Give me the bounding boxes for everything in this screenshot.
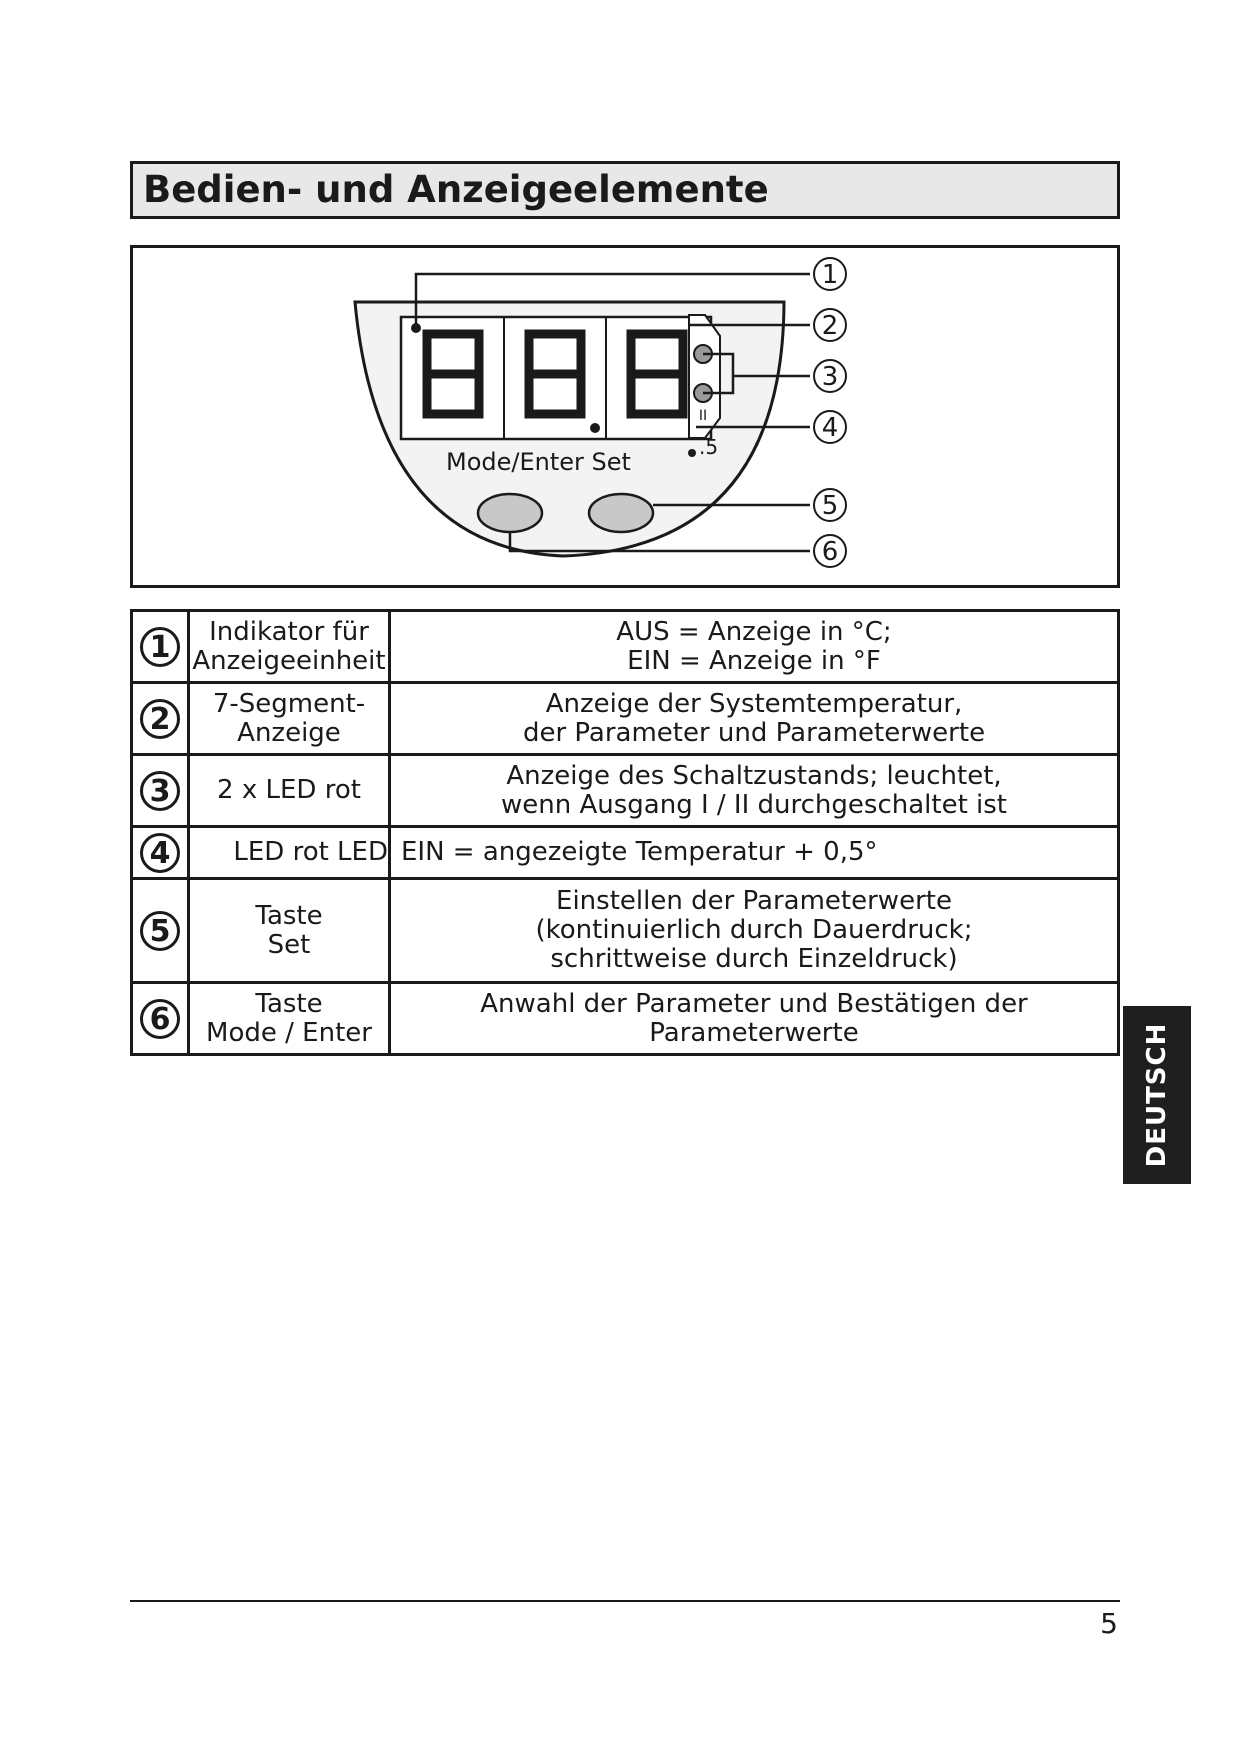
row-number: 1 [140, 627, 180, 667]
callout-2: 2 [821, 311, 839, 341]
callout-6: 6 [821, 537, 839, 567]
device-diagram [130, 245, 1120, 588]
button-caption: Mode/Enter Set [446, 448, 631, 476]
page-number: 5 [1100, 1607, 1118, 1640]
callout-3: 3 [821, 362, 839, 392]
legend-table [130, 609, 1120, 1056]
row-number: 5 [140, 911, 180, 951]
row-label: Indikator für Anzeigeeinheit [189, 611, 390, 683]
row-description: AUS = Anzeige in °C; EIN = Anzeige in °F [390, 611, 1119, 683]
decimal-point [590, 423, 600, 433]
row-label: Taste Mode / Enter [189, 983, 390, 1055]
row-description: Anwahl der Parameter und Bestätigen der Parameterwerte [390, 983, 1119, 1055]
mode-enter-button [478, 494, 542, 532]
table-row [132, 683, 1119, 755]
row-label: 2 x LED rot [189, 755, 390, 827]
row-label: 7-Segment- Anzeige [189, 683, 390, 755]
table-row [132, 879, 1119, 983]
callout-4: 4 [821, 413, 839, 443]
callout-5: 5 [821, 491, 839, 521]
table-row [132, 611, 1119, 683]
decimal-caption: .5 [699, 435, 719, 459]
language-tab [1123, 1006, 1191, 1184]
section-heading: Bedien- und Anzeigeelemente [130, 161, 1120, 219]
footer-divider [130, 1600, 1120, 1602]
row-number: 3 [140, 771, 180, 811]
row-number: 6 [140, 999, 180, 1039]
row-number: 4 [140, 833, 180, 873]
row-number-cell [132, 879, 189, 983]
row-description: Einstellen der Parameterwerte (kontinuierlich durch Dauerdruck; schrittweise durch Einzeldruck) [390, 879, 1119, 983]
row-number-cell [132, 827, 189, 879]
row-description: EIN = angezeigte Temperatur + 0,5° [390, 827, 1119, 879]
table-row [132, 983, 1119, 1055]
table-row [132, 827, 1119, 879]
callout-1: 1 [821, 260, 839, 290]
set-button [589, 494, 653, 532]
row-number-cell [132, 755, 189, 827]
row-number-cell [132, 611, 189, 683]
row-description: Anzeige des Schaltzustands; leuchtet, wenn Ausgang I / II durchgeschaltet ist [390, 755, 1119, 827]
row-number-cell [132, 683, 189, 755]
device-front-illustration [133, 248, 1117, 585]
language-label: DEUTSCH [1142, 1022, 1172, 1168]
row-description: Anzeige der Systemtemperatur, der Parameter und Parameterwerte [390, 683, 1119, 755]
output-mark: II [698, 408, 708, 424]
row-label: Taste Set [189, 879, 390, 983]
table-row [132, 755, 1119, 827]
row-number: 2 [140, 699, 180, 739]
row-number-cell [132, 983, 189, 1055]
row-label: LED rot LED [189, 827, 390, 879]
